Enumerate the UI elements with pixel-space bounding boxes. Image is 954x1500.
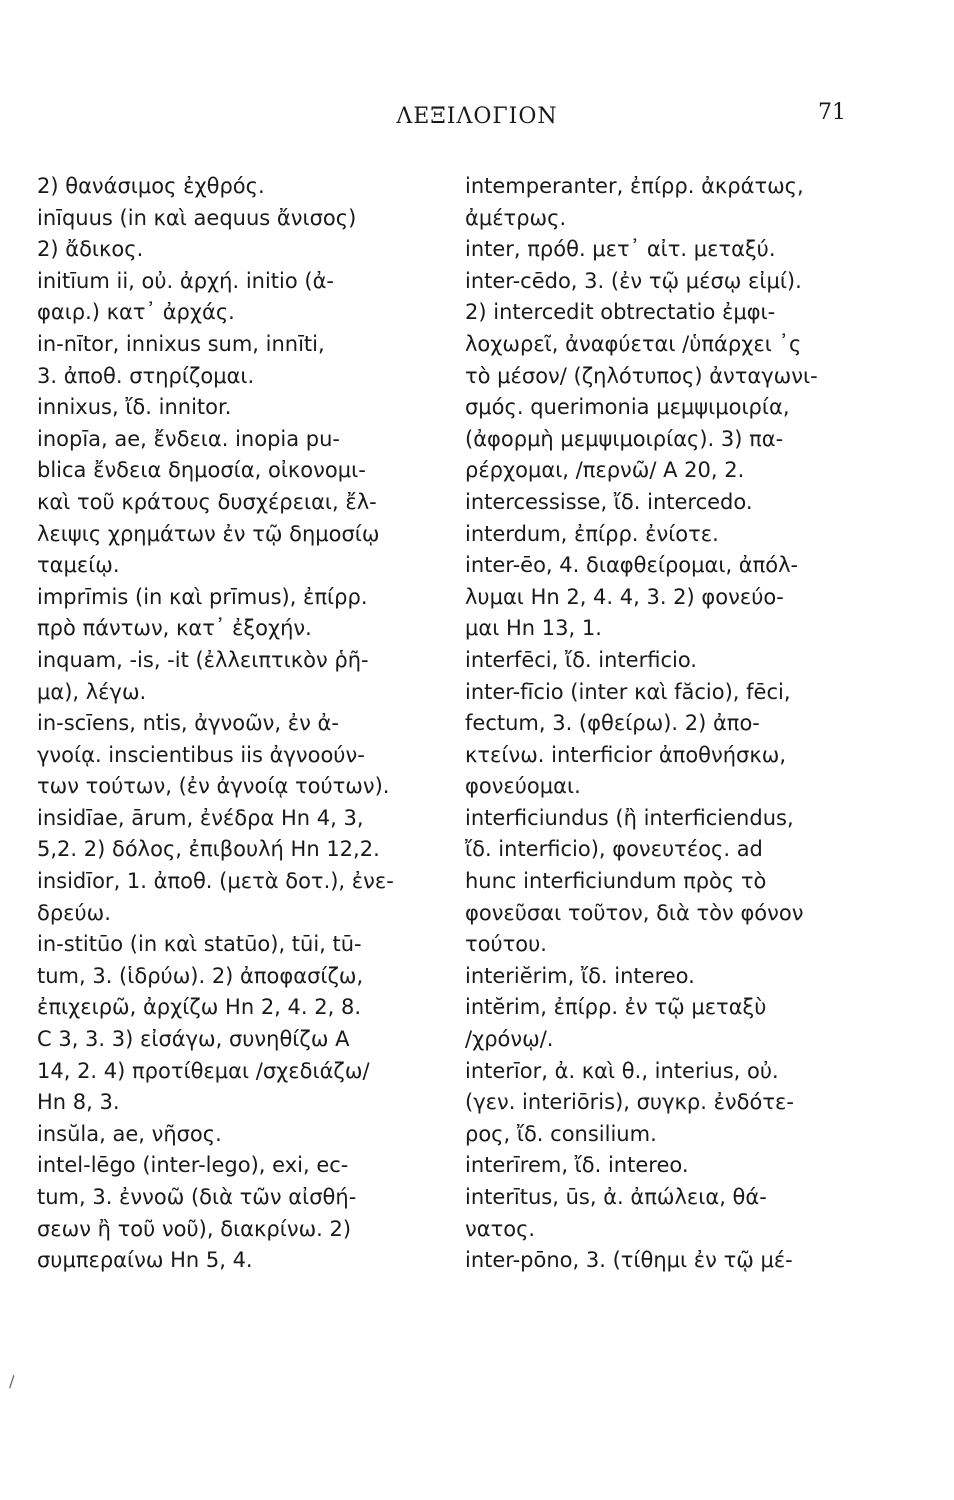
dictionary-line: ἴδ. interficio), φονευτέος. ad [465, 837, 763, 862]
dictionary-line: μα), λέγω. [37, 679, 147, 704]
running-header-title: ΛΕΞΙΛΟΓΙΟΝ [396, 104, 558, 129]
dictionary-line: (γεν. interiōris), συγκρ. ἐνδότε- [465, 1090, 794, 1115]
dictionary-line: τούτου. [465, 932, 547, 957]
dictionary-line: ρος, ἴδ. consilium. [465, 1121, 657, 1146]
dictionary-line: πρὸ πάντων, κατ᾽ ἐξοχήν. [37, 616, 312, 641]
dictionary-line: C 3, 3. 3) εἰσάγω, συνηθίζω A [37, 1027, 350, 1052]
dictionary-line: in-stitūo (in καὶ statūo), tūi, tū- [37, 932, 362, 957]
dictionary-line: in-nītor, innixus sum, innīti, [37, 331, 325, 356]
dictionary-line: inīquus (in καὶ aequus ἄνισος) [37, 205, 357, 230]
dictionary-line: ρέρχομαι, /περνῶ/ A 20, 2. [465, 458, 745, 483]
page-number: 71 [818, 100, 846, 125]
dictionary-line: 2) intercedit obtrectatio ἐμφι- [465, 300, 776, 325]
right-column [465, 171, 818, 1277]
dictionary-line: interiĕrim, ἴδ. intereo. [465, 963, 695, 988]
dictionary-line: insŭla, ae, νῆσος. [37, 1121, 222, 1146]
dictionary-line: καὶ τοῦ κράτους δυσχέρειαι, ἔλ- [37, 489, 377, 514]
dictionary-line: (ἀφορμὴ μεμψιμοιρίας). 3) πα- [465, 426, 784, 451]
dictionary-line: fectum, 3. (φθείρω). 2) ἀπο- [465, 711, 760, 736]
dictionary-line: intercessisse, ἴδ. intercedo. [465, 489, 753, 514]
dictionary-line: κτείνω. interficior ἀποθνήσκω, [465, 742, 787, 767]
dictionary-line: innixus, ἴδ. innitor. [37, 395, 232, 420]
dictionary-line: insidīor, 1. ἀποθ. (μετὰ δοτ.), ἐνε- [37, 869, 394, 894]
dictionary-line: inter-fīcio (inter καὶ făcio), fēci, [465, 679, 791, 704]
dictionary-line: γνοίᾳ. inscientibus iis ἀγνοούν- [37, 742, 365, 767]
dictionary-line: μαι Hn 13, 1. [465, 616, 602, 641]
scan-mark: ∖ [1, 1370, 21, 1393]
dictionary-line: interīor, ἀ. καὶ θ., interius, οὐ. [465, 1058, 779, 1083]
dictionary-line: 3. ἀποθ. στηρίζομαι. [37, 363, 255, 388]
dictionary-line: intĕrim, ἐπίρρ. ἐν τῷ μεταξὺ [465, 995, 767, 1020]
dictionary-line: inter-cēdo, 3. (ἐν τῷ μέσῳ εἰμί). [465, 268, 802, 293]
dictionary-line: hunc interficiundum πρὸς τὸ [465, 869, 767, 894]
dictionary-line: tum, 3. ἐννοῶ (διὰ τῶν αἰσθή- [37, 1185, 357, 1209]
dictionary-line: τὸ μέσον/ (ζηλότυπος) ἀνταγωνι- [465, 363, 818, 388]
dictionary-line: λοχωρεῖ, ἀναφύεται /ὑπάρχει ᾽ς [465, 331, 802, 356]
dictionary-line: ἐπιχειρῶ, ἀρχίζω Hn 2, 4. 2, 8. [37, 995, 361, 1020]
dictionary-line: interītus, ūs, ἀ. ἀπώλεια, θά- [465, 1185, 767, 1209]
dictionary-line: interfēci, ἴδ. interficio. [465, 647, 697, 672]
dictionary-line: inopīa, ae, ἔνδεια. inopia pu- [37, 426, 341, 451]
dictionary-line: inquam, -is, -it (ἐλλειπτικὸν ῥῆ- [37, 647, 369, 672]
dictionary-line: των τούτων, (ἐν ἀγνοίᾳ τούτων). [37, 774, 390, 799]
dictionary-line: insidīae, ārum, ἐνέδρα Hn 4, 3, [37, 805, 364, 830]
dictionary-line: λυμαι Hn 2, 4. 4, 3. 2) φονεύο- [465, 584, 784, 609]
dictionary-line: imprīmis (in καὶ prīmus), ἐπίρρ. [37, 584, 368, 609]
dictionary-line: 2) θανάσιμος ἐχθρός. [37, 174, 265, 198]
dictionary-line: 5,2. 2) δόλος, ἐπιβουλή Hn 12,2. [37, 837, 380, 862]
dictionary-line: in-scīens, ntis, ἀγνοῶν, ἐν ἀ- [37, 711, 339, 736]
dictionary-line: σεων ἢ τοῦ νοῦ), διακρίνω. 2) [37, 1216, 352, 1241]
dictionary-line: σμός. querimonia μεμψιμοιρία, [465, 395, 790, 420]
dictionary-line: initīum ii, οὐ. ἀρχή. initio (ἀ- [37, 268, 335, 293]
left-column [37, 171, 394, 1277]
dictionary-line: inter-ēo, 4. διαφθείρομαι, ἀπόλ- [465, 553, 799, 578]
dictionary-line: intemperanter, ἐπίρρ. ἀκράτως, [465, 174, 804, 198]
dictionary-line: φονεῦσαι τοῦτον, διὰ τὸν φόνον [465, 900, 804, 925]
dictionary-line: ἀμέτρως. [465, 205, 567, 230]
dictionary-line: tum, 3. (ἱδρύω). 2) ἀποφασίζω, [37, 963, 364, 988]
dictionary-line: /χρόνῳ/. [465, 1027, 554, 1052]
dictionary-line: interficiundus (ἢ interficiendus, [465, 805, 794, 830]
dictionary-line: λειψις χρημάτων ἐν τῷ δημοσίῳ [37, 521, 380, 546]
dictionary-line: φαιρ.) κατ᾽ ἀρχάς. [37, 300, 235, 325]
dictionary-line: intel-lēgo (inter-lego), exi, ec- [37, 1153, 349, 1178]
dictionary-line: interīrem, ἴδ. intereo. [465, 1153, 689, 1178]
dictionary-line: ταμείῳ. [37, 553, 120, 578]
dictionary-line: blica ἔνδεια δημοσία, οἰκονομι- [37, 458, 366, 483]
dictionary-line: φονεύομαι. [465, 774, 581, 799]
dictionary-line: 2) ἄδικος. [37, 237, 144, 262]
dictionary-line: δρεύω. [37, 900, 111, 925]
dictionary-line: Hn 8, 3. [37, 1090, 120, 1115]
dictionary-line: inter, πρόθ. μετ᾽ αἰτ. μεταξύ. [465, 237, 776, 262]
dictionary-line: συμπεραίνω Hn 5, 4. [37, 1248, 253, 1273]
dictionary-line: inter-pōno, 3. (τίθημι ἐν τῷ μέ- [465, 1248, 793, 1273]
dictionary-line: νατος. [465, 1216, 536, 1241]
dictionary-line: interdum, ἐπίρρ. ἐνίοτε. [465, 521, 719, 546]
dictionary-line: 14, 2. 4) προτίθεμαι /σχεδιάζω/ [37, 1058, 370, 1083]
